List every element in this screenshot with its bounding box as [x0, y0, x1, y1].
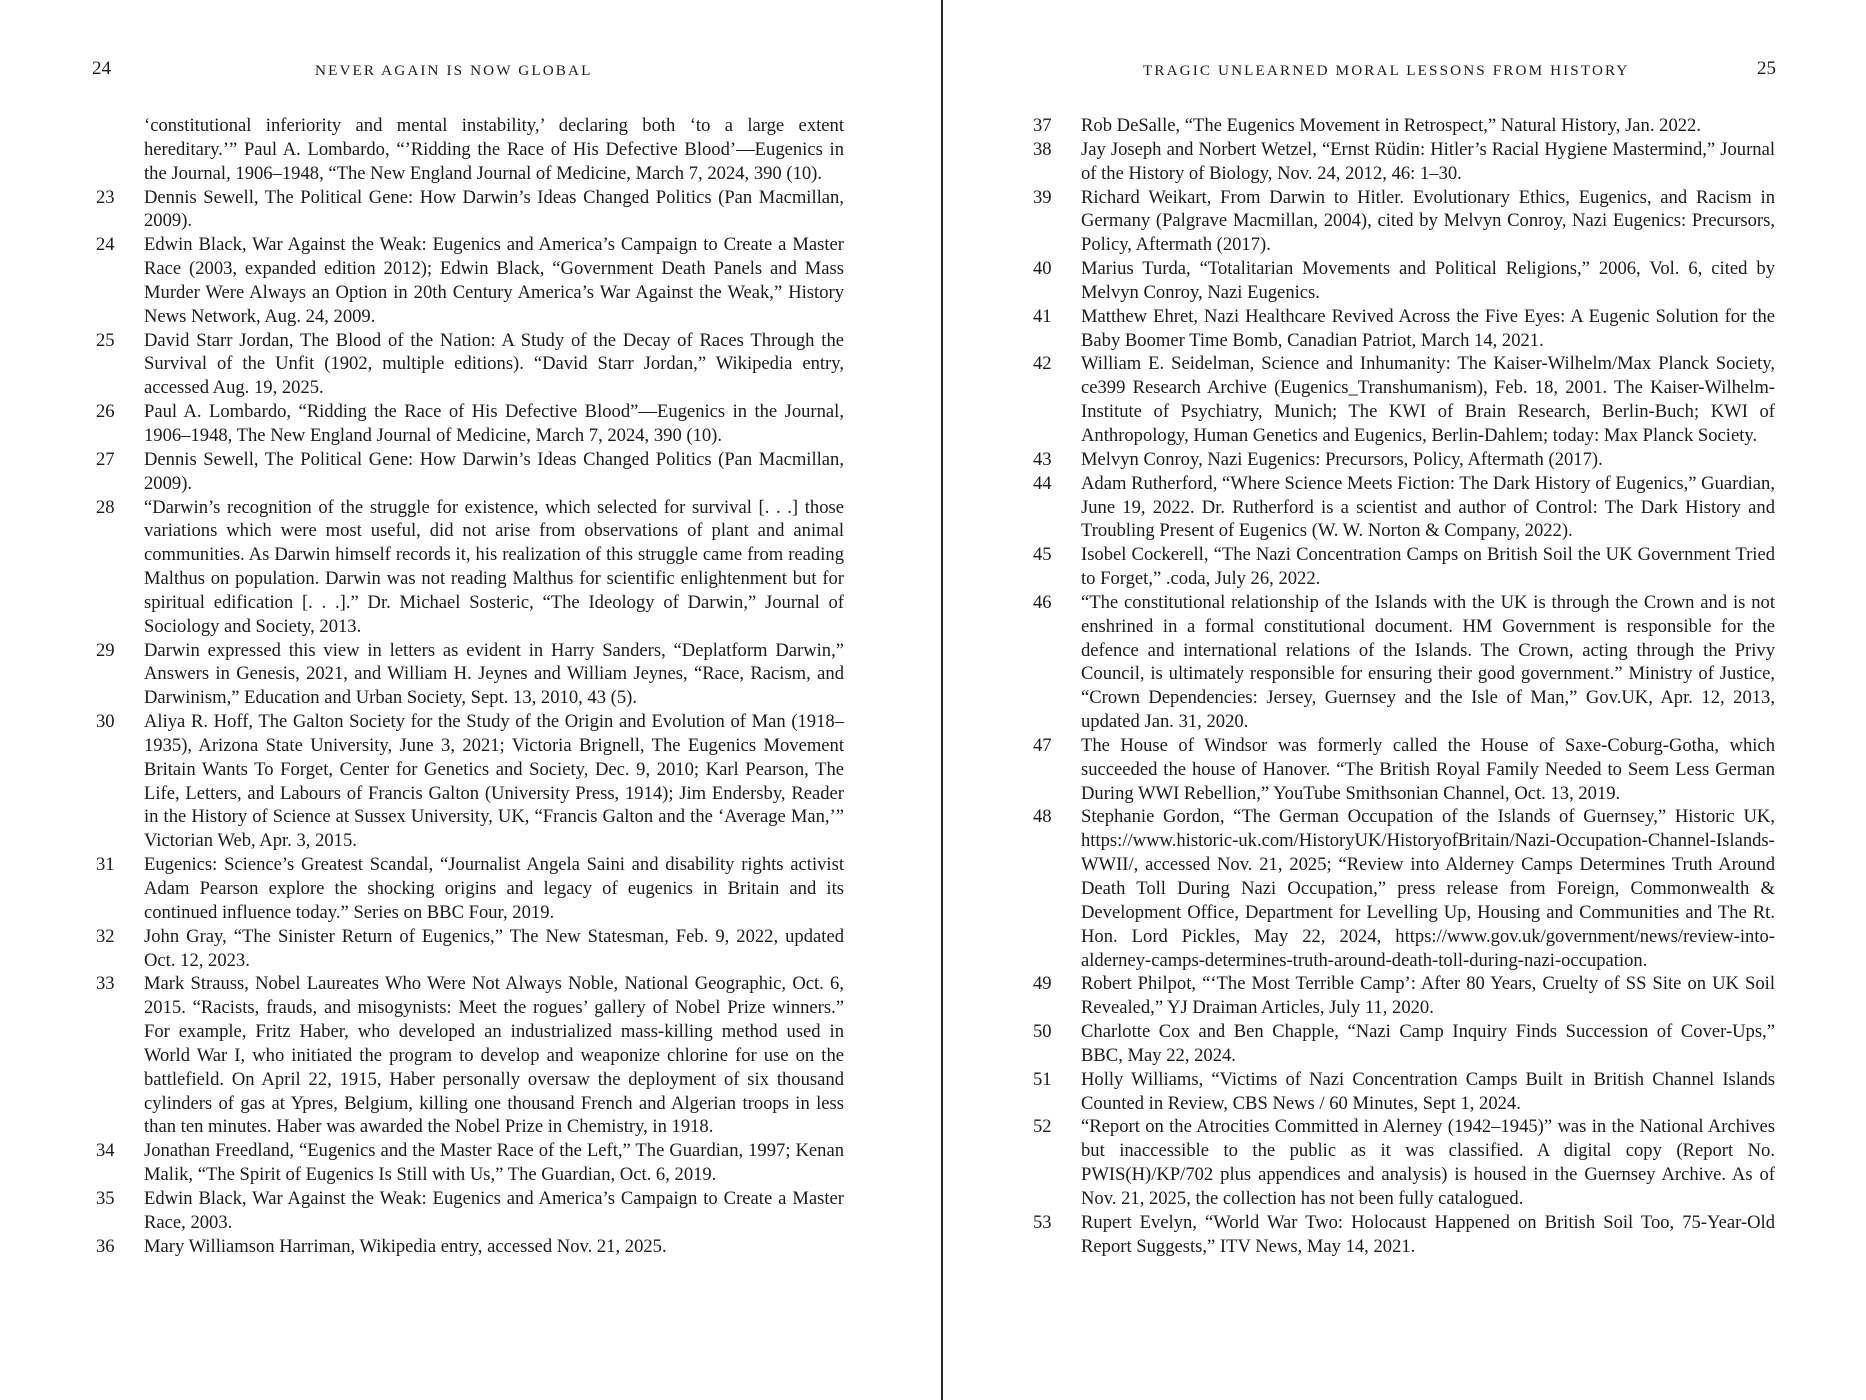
endnote	[96, 639, 844, 711]
endnote	[96, 925, 844, 973]
endnote-text: Jay Joseph and Norbert Wetzel, “Ernst Rüdin: Hitler’s Racial Hygiene Mastermind,” Journal of the History of Biology, Nov. 24, 2012, 46: 1–30.	[1081, 138, 1775, 184]
endnote-text: Holly Williams, “Victims of Nazi Concentration Camps Built in British Channel Islands Counted in Review, CBS News / 60 Minutes, Sept 1, 2024.	[1081, 1068, 1775, 1114]
endnote-number: 50	[1033, 1021, 1052, 1043]
endnote-text: David Starr Jordan, The Blood of the Nation: A Study of the Decay of Races Through the Survival of the Unfit (1902, multiple editions). “David Starr Jordan,” Wikipedia entry, accessed Aug. 19, 2025.	[144, 329, 844, 399]
endnote-number: 51	[1033, 1068, 1052, 1090]
endnote-text: Rupert Evelyn, “World War Two: Holocaust Happened on British Soil Too, 75-Year-Old Report Suggests,” ITV News, May 14, 2021.	[1081, 1211, 1775, 1257]
endnote-text: Edwin Black, War Against the Weak: Eugenics and America’s Campaign to Create a Master Race (2003, expanded edition 2012); Edwin Black, “Government Death Panels and Mass Murder Were Always an Option in 20th Century America’s War Against the Weak,” History News Network, Aug. 24, 2009.	[144, 234, 844, 327]
endnote-text: Matthew Ehret, Nazi Healthcare Revived Across the Five Eyes: A Eugenic Solution for the Baby Boomer Time Bomb, Canadian Patriot, March 14, 2021.	[1081, 305, 1775, 351]
endnote	[1033, 352, 1775, 447]
endnote-number: 28	[96, 496, 115, 518]
endnote	[1033, 138, 1775, 186]
endnote	[1033, 805, 1775, 972]
endnote-number: 27	[96, 448, 115, 470]
endnote-text: Paul A. Lombardo, “Ridding the Race of His Defective Blood”—Eugenics in the Journal, 1906–1948, The New England Journal of Medicine, March 7, 2024, 390 (10).	[144, 401, 844, 446]
endnote-text: Isobel Cockerell, “The Nazi Concentration Camps on British Soil the UK Government Tried to Forget,” .coda, July 26, 2022.	[1081, 544, 1775, 590]
endnote-number: 26	[96, 401, 115, 423]
endnote-text: “The constitutional relationship of the Islands with the UK is through the Crown and is not enshrined in a formal constitutional document. HM Government is responsible for the defence and international relations of the Islands. The Crown, acting through the Privy Council, is ultimately responsible for ensuring their good government.” Ministry of Justice, “Crown Dependencies: Jersey, Guernsey and the Isle of Man,” Gov.UK, Apr. 12, 2013, updated Jan. 31, 2020.	[1081, 591, 1775, 733]
endnote-number: 33	[96, 973, 115, 995]
endnote-number: 52	[1033, 1116, 1052, 1138]
endnote-number: 39	[1033, 186, 1052, 208]
endnote	[96, 1139, 844, 1187]
running-head: TRAGIC UNLEARNED MORAL LESSONS FROM HISTORY	[1143, 62, 1630, 79]
endnote-text: Darwin expressed this view in letters as evident in Harry Sanders, “Deplatform Darwin,” Answers in Genesis, 2021, and William H. Jeynes and William Jeynes, “Race, Racism, and Darwinism,” Education and Urban Society, Sept. 13, 2010, 43 (5).	[144, 639, 844, 709]
endnote	[96, 710, 844, 853]
endnote-text: Eugenics: Science’s Greatest Scandal, “Journalist Angela Saini and disability rights activist Adam Pearson explore the shocking origins and legacy of eugenics in Britain and its continued influence today.” Series on BBC Four, 2019.	[144, 854, 844, 923]
page-number: 24	[92, 58, 111, 79]
endnote-text: Richard Weikart, From Darwin to Hitler. Evolutionary Ethics, Eugenics, and Racism in Germany (Palgrave Macmillan, 2004), cited by Melvyn Conroy, Nazi Eugenics: Precursors, Policy, Aftermath (2017).	[1081, 186, 1775, 256]
endnote	[96, 233, 844, 328]
endnote-text: Robert Philpot, “‘The Most Terrible Camp’: After 80 Years, Cruelty of SS Site on UK Soil Revealed,” YJ Draiman Articles, July 11, 2020.	[1081, 973, 1775, 1019]
endnote-text: Charlotte Cox and Ben Chapple, “Nazi Camp Inquiry Finds Succession of Cover-Ups,” BBC, May 22, 2024.	[1081, 1021, 1775, 1066]
endnote	[1033, 734, 1775, 806]
endnotes-list	[96, 114, 844, 1259]
endnote	[1033, 472, 1775, 544]
endnote	[96, 400, 844, 448]
endnote-number: 48	[1033, 806, 1052, 828]
endnote	[1033, 448, 1775, 472]
endnote-number: 53	[1033, 1211, 1052, 1233]
endnote	[1033, 114, 1775, 138]
endnote-text: Marius Turda, “Totalitarian Movements and Political Religions,” 2006, Vol. 6, cited by Melvyn Conroy, Nazi Eugenics.	[1081, 258, 1775, 303]
endnote-text: Stephanie Gordon, “The German Occupation of the Islands of Guernsey,” Historic UK, https://www.historic-uk.com/HistoryUK/HistoryofBritain/Nazi-Occupation-Channel-Islands-WWII/, accessed Nov. 21, 2025; “Review into Alderney Camps Determines Truth Around Death Toll During Nazi Occupation,” press release from Foreign, Commonwealth & Development Office, Department for Levelling Up, Housing and Communities and The Rt. Hon. Lord Pickles, May 22, 2024, https://www.gov.uk/government/news/review-into-alderney-camps-determines-truth-around-death-toll-during-nazi-occupation.	[1081, 806, 1775, 971]
endnote-text: Dennis Sewell, The Political Gene: How Darwin’s Ideas Changed Politics (Pan Macmillan, 2009).	[144, 448, 844, 494]
running-head: NEVER AGAIN IS NOW GLOBAL	[315, 62, 593, 79]
endnote-number: 25	[96, 329, 115, 351]
endnote-text: William E. Seidelman, Science and Inhumanity: The Kaiser-Wilhelm/Max Planck Society, ce399 Research Archive (Eugenics_Transhumanism), Feb. 18, 2001. The Kaiser-Wilhelm-Institute of Psychiatry, Munich; The KWI of Brain Research, Berlin-Buch; KWI of Anthropology, Human Genetics and Eugenics, Berlin-Dahlem; today: Max Planck Society.	[1081, 353, 1775, 446]
endnote	[96, 853, 844, 925]
endnote	[1033, 972, 1775, 1020]
endnote-number: 37	[1033, 115, 1052, 136]
right-page	[943, 0, 1866, 1400]
endnote	[1033, 186, 1775, 258]
endnote-number: 34	[96, 1140, 115, 1162]
endnote	[96, 114, 844, 186]
endnote	[1033, 257, 1775, 305]
endnote-text: Dennis Sewell, The Political Gene: How Darwin’s Ideas Changed Politics (Pan Macmillan, 2009).	[144, 186, 844, 232]
endnote-text: Jonathan Freedland, “Eugenics and the Master Race of the Left,” The Guardian, 1997; Kenan Malik, “The Spirit of Eugenics Is Still with Us,” The Guardian, Oct. 6, 2019.	[144, 1140, 844, 1186]
endnote-text: Adam Rutherford, “Where Science Meets Fiction: The Dark History of Eugenics,” Guardian, June 19, 2022. Dr. Rutherford is a scientist and author of Control: The Dark History and Troubling Present of Eugenics (W. W. Norton & Company, 2022).	[1081, 472, 1775, 542]
endnote-number: 49	[1033, 973, 1052, 995]
endnote-number: 36	[96, 1235, 115, 1257]
endnote-text: “Darwin’s recognition of the struggle for existence, which selected for survival [. . .] those variations which were most useful, did not arise from observations of plant and animal communities. As Darwin himself records it, his realization of this struggle came from reading Malthus on population. Darwin was not reading Malthus for scientific enlightenment but for spiritual edification [. . .].” Dr. Michael Sosteric, “The Ideology of Darwin,” Journal of Sociology and Society, 2013.	[144, 496, 844, 637]
endnote-number: 31	[96, 854, 115, 876]
endnote	[1033, 1020, 1775, 1068]
endnote-number: 42	[1033, 353, 1052, 375]
endnote-text: John Gray, “The Sinister Return of Eugenics,” The New Statesman, Feb. 9, 2022, updated Oct. 12, 2023.	[144, 925, 844, 971]
endnote-number: 44	[1033, 472, 1052, 494]
endnote	[1033, 1211, 1775, 1259]
endnote-number: 47	[1033, 734, 1052, 756]
endnote-text: Aliya R. Hoff, The Galton Society for the Study of the Origin and Evolution of Man (1918–1935), Arizona State University, June 3, 2021; Victoria Brignell, The Eugenics Movement Britain Wants To Forget, Center for Genetics and Society, Dec. 9, 2010; Karl Pearson, The Life, Letters, and Labours of Francis Galton (University Press, 1914); Jim Endersby, Reader in the History of Science at Sussex University, UK, “Francis Galton and the ‘Average Man,’” Victorian Web, Apr. 3, 2015.	[144, 711, 844, 852]
page-number: 25	[1757, 58, 1776, 79]
endnote-text: Edwin Black, War Against the Weak: Eugenics and America’s Campaign to Create a Master Race, 2003.	[144, 1187, 844, 1233]
endnote-text: Mark Strauss, Nobel Laureates Who Were Not Always Noble, National Geographic, Oct. 6, 2015. “Racists, frauds, and misogynists: Meet the rogues’ gallery of Nobel Prize winners.” For example, Fritz Haber, who developed an industrialized mass-killing method used in World War I, who initiated the program to develop and weaponize chlorine for use on the battlefield. On April 22, 1915, Haber personally oversaw the deployment of six thousand cylinders of gas at Ypres, Belgium, killing one thousand French and Algerian troops in less than ten minutes. Haber was awarded the Nobel Prize in Chemistry, in 1918.	[144, 973, 844, 1138]
endnote-number: 41	[1033, 305, 1052, 327]
endnote-number: 45	[1033, 544, 1052, 566]
endnote-number: 43	[1033, 448, 1052, 470]
endnote-number: 38	[1033, 138, 1052, 160]
endnote	[96, 1235, 844, 1259]
endnote-number: 40	[1033, 258, 1052, 280]
endnote-text: Rob DeSalle, “The Eugenics Movement in Retrospect,” Natural History, Jan. 2022.	[1081, 115, 1701, 136]
endnote	[96, 972, 844, 1139]
endnote	[96, 1187, 844, 1235]
endnote-text: The House of Windsor was formerly called the House of Saxe-Coburg-Gotha, which succeeded the house of Hanover. “The British Royal Family Needed to Seem Less German During WWI Rebellion,” YouTube Smithsonian Channel, Oct. 13, 2019.	[1081, 734, 1775, 804]
endnote-number: 24	[96, 234, 115, 256]
endnote-number: 30	[96, 711, 115, 733]
endnote-number: 46	[1033, 591, 1052, 613]
endnote-number: 32	[96, 925, 115, 947]
endnotes-list	[1033, 114, 1775, 1259]
endnote-text: Melvyn Conroy, Nazi Eugenics: Precursors, Policy, Aftermath (2017).	[1081, 448, 1603, 470]
endnote-number: 29	[96, 639, 115, 661]
endnote-text: ‘constitutional inferiority and mental instability,’ declaring both ‘to a large extent hereditary.’” Paul A. Lombardo, “’Ridding the Race of His Defective Blood’—Eugenics in the Journal, 1906–1948, “The New England Journal of Medicine, March 7, 2024, 390 (10).	[144, 115, 844, 184]
endnote	[1033, 1115, 1775, 1210]
endnote	[1033, 305, 1775, 353]
endnote	[1033, 543, 1775, 591]
endnote	[1033, 1068, 1775, 1116]
endnote-number: 23	[96, 186, 115, 208]
endnote-text: “Report on the Atrocities Committed in Alerney (1942–1945)” was in the National Archives but inaccessible to the public as it was classified. A digital copy (Report No. PWIS(H)/KP/702 plus appendices and analysis) is housed in the Guernsey Archive. As of Nov. 21, 2025, the collection has not been fully catalogued.	[1081, 1116, 1775, 1209]
endnote-number: 35	[96, 1187, 115, 1209]
endnote	[1033, 591, 1775, 734]
endnote-text: Mary Williamson Harriman, Wikipedia entry, accessed Nov. 21, 2025.	[144, 1235, 667, 1257]
endnote	[96, 496, 844, 639]
endnote	[96, 186, 844, 234]
endnote	[96, 448, 844, 496]
endnote	[96, 329, 844, 401]
